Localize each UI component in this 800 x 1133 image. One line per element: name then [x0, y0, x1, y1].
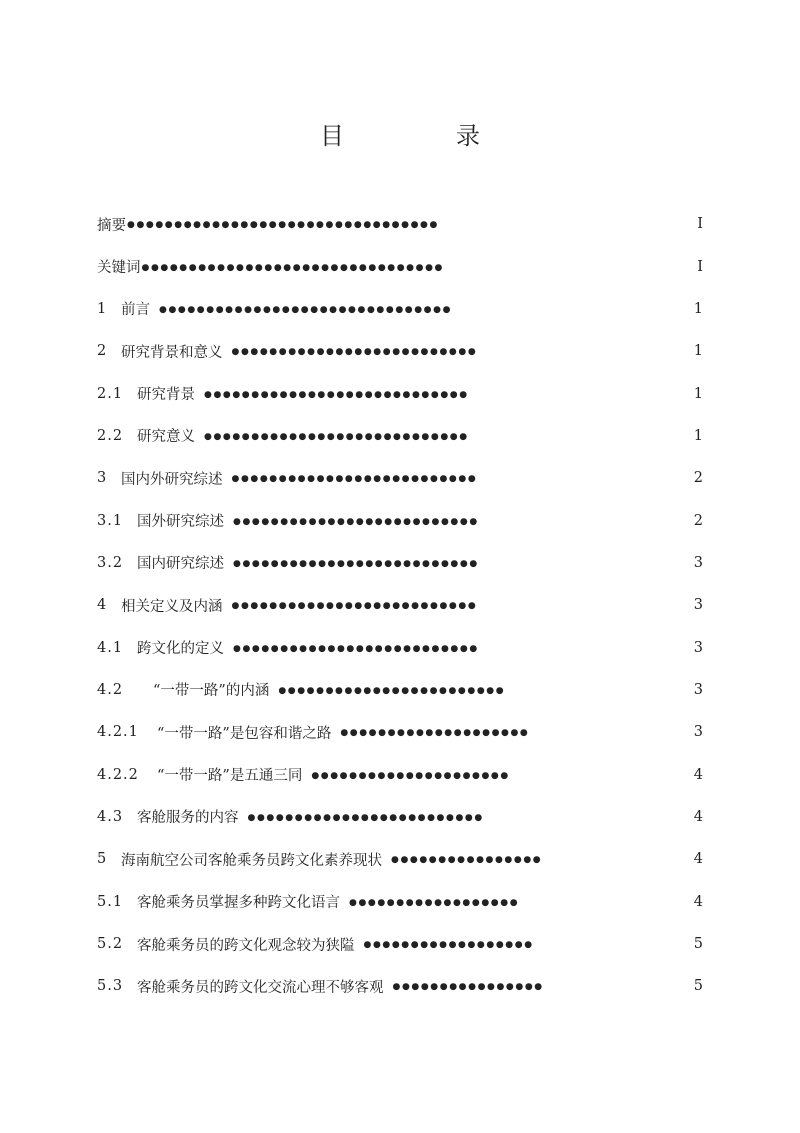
toc-entry-number: 4.2.1 [97, 724, 139, 741]
toc-entry-title: 客舱服务的内容 [137, 810, 239, 827]
toc-entry-number: 2 [97, 343, 108, 360]
toc-leader-dots: ●●●●●●●●●●●●●●●●●●●●●●●●●●●● [204, 389, 469, 400]
toc-page-number: 3 [693, 554, 703, 571]
toc-entry-3[interactable] [97, 457, 703, 499]
toc-entry-title: 客舱乘务员掌握多种跨文化语言 [137, 895, 340, 912]
toc-entry-number: 3.1 [97, 512, 124, 529]
toc-leader-dots: ●●●●●●●●●●●●●●●●●●●●●●●●●● [233, 643, 479, 654]
toc-entry-number: 5 [97, 851, 108, 868]
toc-leader-dots: ●●●●●●●●●●●●●●●●●●●●●●●●●●●● [204, 431, 469, 442]
toc-page-number: 1 [693, 385, 703, 402]
toc-leader-dots: ●●●●●●●●●●●●●●●●●●●●● [311, 770, 510, 781]
toc-leader-dots: ●●●●●●●●●●●●●●●●●●●●●●●●●● [233, 516, 479, 527]
toc-leader-dots: ●●●●●●●●●●●●●●●●●●●●●●●●●●●●●●●● [141, 262, 444, 273]
table-of-contents [97, 203, 703, 1008]
toc-entry-abstract[interactable] [97, 203, 703, 245]
toc-entry-number: 2.2 [97, 427, 124, 444]
toc-page-number: 3 [693, 724, 703, 741]
toc-entry-title: 海南航空公司客舱乘务员跨文化素养现状 [121, 852, 382, 869]
toc-entry-number: 5.3 [97, 978, 124, 995]
toc-leader-dots: ●●●●●●●●●●●●●●●●●●●● [340, 728, 530, 739]
toc-entry-5-2[interactable] [97, 923, 703, 965]
toc-entry-title: 研究背景 [137, 387, 195, 404]
toc-entry-number: 5.2 [97, 936, 124, 953]
toc-page-number: 3 [693, 681, 703, 698]
toc-entry-2[interactable] [97, 330, 703, 372]
toc-entry-4-2-1[interactable] [97, 711, 703, 753]
toc-entry-number: 5.1 [97, 893, 124, 910]
toc-page-number: 2 [693, 512, 703, 529]
toc-entry-title: “一带一路”是包容和谐之路 [157, 725, 332, 742]
toc-entry-5[interactable] [97, 838, 703, 880]
toc-entry-number: 4.2.2 [97, 766, 139, 783]
toc-page-number: I [697, 258, 703, 275]
page-title: 目 录 [320, 122, 524, 150]
toc-page-number: 1 [693, 300, 703, 317]
toc-page-number: 1 [693, 343, 703, 360]
toc-leader-dots: ●●●●●●●●●●●●●●●● [391, 855, 543, 866]
toc-entry-title: 摘要 [97, 217, 126, 234]
toc-page-number: 5 [693, 978, 703, 995]
toc-entry-4-2[interactable] [97, 669, 703, 711]
toc-entry-title: “一带一路”的内涵 [153, 683, 270, 700]
toc-entry-4-2-2[interactable] [97, 753, 703, 795]
toc-entry-title: 客舱乘务员的跨文化观念较为狭隘 [137, 937, 355, 954]
toc-leader-dots: ●●●●●●●●●●●●●●●●●●●●●●●●●● [231, 601, 478, 612]
toc-entry-title: 研究背景和意义 [121, 344, 223, 361]
toc-entry-3-1[interactable] [97, 499, 703, 541]
toc-page-number: 2 [693, 470, 703, 487]
toc-page-number: 4 [693, 851, 703, 868]
toc-entry-4[interactable] [97, 584, 703, 626]
toc-entry-title: 关键词 [97, 260, 141, 277]
toc-entry-5-1[interactable] [97, 881, 703, 923]
toc-page-number: 4 [693, 808, 703, 825]
toc-entry-5-3[interactable] [97, 965, 703, 1007]
toc-leader-dots: ●●●●●●●●●●●●●●●●●●●●●●●● [278, 685, 506, 696]
toc-entry-title: 国外研究综述 [137, 514, 224, 531]
toc-entry-number: 4.2 [97, 681, 124, 698]
toc-entry-number: 4 [97, 597, 108, 614]
toc-leader-dots: ●●●●●●●●●●●●●●●●●●●●●●●●●●●●●●●●● [127, 220, 439, 231]
toc-entry-title: 国内外研究综述 [121, 471, 223, 488]
toc-entry-1[interactable] [97, 288, 703, 330]
toc-leader-dots: ●●●●●●●●●●●●●●●●●●●●●●●●●● [233, 558, 479, 569]
toc-leader-dots: ●●●●●●●●●●●●●●●●●●●●●●●●●● [231, 474, 478, 485]
toc-entry-number: 1 [97, 300, 108, 317]
toc-page-number: 1 [693, 427, 703, 444]
toc-page-number: 4 [693, 893, 703, 910]
toc-entry-title: 国内研究综述 [137, 556, 224, 573]
toc-entry-title: 前言 [121, 302, 150, 319]
toc-entry-number: 2.1 [97, 385, 124, 402]
toc-entry-4-3[interactable] [97, 796, 703, 838]
toc-page-number: I [697, 216, 703, 233]
toc-leader-dots: ●●●●●●●●●●●●●●●●●●●●●●●●● [247, 812, 484, 823]
toc-page-number: 3 [693, 639, 703, 656]
toc-entry-number: 3 [97, 470, 108, 487]
toc-leader-dots: ●●●●●●●●●●●●●●●●●●●●●●●●●●●●●●● [159, 304, 453, 315]
toc-entry-number: 3.2 [97, 554, 124, 571]
toc-page-number: 5 [693, 936, 703, 953]
toc-entry-title: “一带一路”是五通三同 [157, 768, 303, 785]
toc-entry-number: 4.1 [97, 639, 124, 656]
toc-entry-2-1[interactable] [97, 372, 703, 414]
toc-entry-title: 客舱乘务员的跨文化交流心理不够客观 [137, 979, 384, 996]
toc-entry-title: 相关定义及内涵 [121, 598, 223, 615]
toc-page-number: 3 [693, 597, 703, 614]
toc-entry-number: 4.3 [97, 808, 124, 825]
toc-entry-3-2[interactable] [97, 542, 703, 584]
toc-leader-dots: ●●●●●●●●●●●●●●●●●● [363, 940, 534, 951]
toc-entry-keywords[interactable] [97, 245, 703, 287]
toc-entry-2-2[interactable] [97, 415, 703, 457]
toc-entry-title: 跨文化的定义 [137, 641, 224, 658]
toc-leader-dots: ●●●●●●●●●●●●●●●●●●●●●●●●●● [231, 347, 478, 358]
toc-entry-4-1[interactable] [97, 626, 703, 668]
toc-leader-dots: ●●●●●●●●●●●●●●●●●● [349, 897, 520, 908]
toc-page-number: 4 [693, 766, 703, 783]
toc-entry-title: 研究意义 [137, 429, 195, 446]
toc-leader-dots: ●●●●●●●●●●●●●●●● [392, 982, 544, 993]
